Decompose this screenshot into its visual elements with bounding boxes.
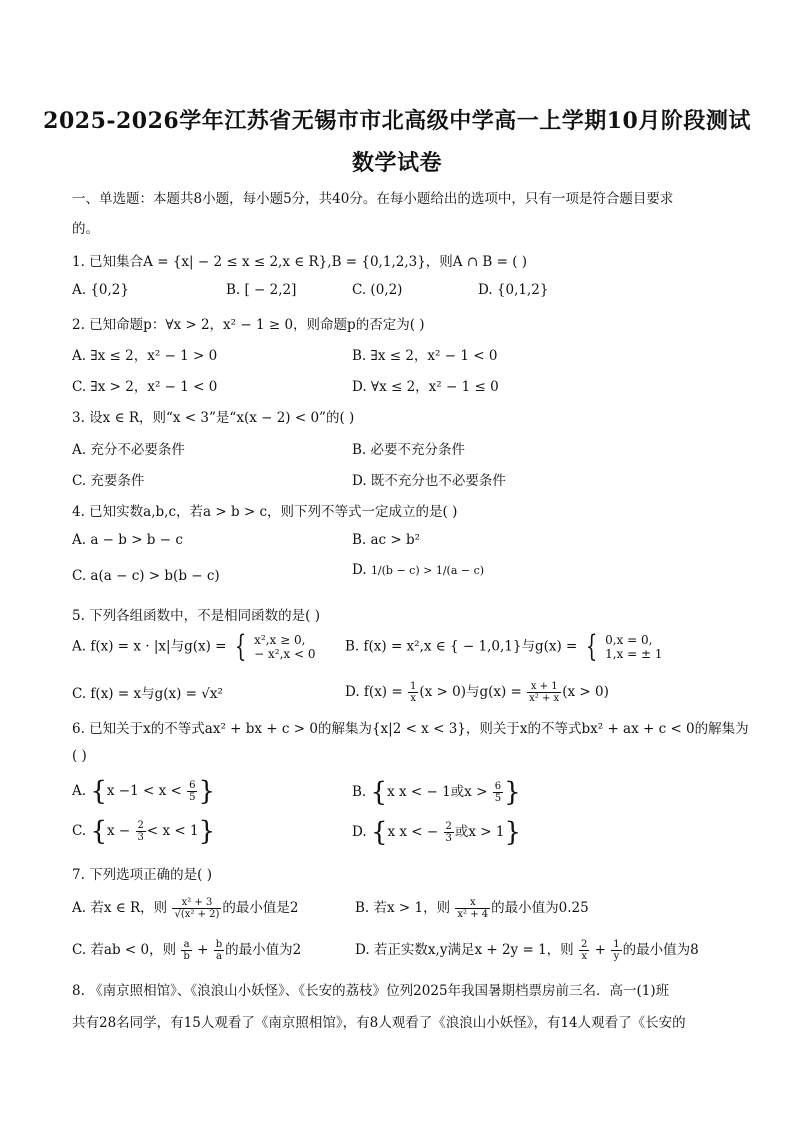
q4-option-c[interactable]: C. a(a − c) > b(b − c) bbox=[72, 568, 220, 584]
q7-option-c-text: C. 若ab < 0，则 bbox=[72, 942, 177, 958]
fraction: $\frac{x}{\text{x² + 4}}$ bbox=[457, 897, 489, 920]
q7-option-d-text: D. 若正实数x,y满足x + 2y = 1，则 bbox=[355, 942, 574, 958]
section-header: 一、单选题：本题共8小题，每小题5分，共40分。在每小题给出的选项中，只有一项是符合题目要求 bbox=[72, 191, 674, 207]
q6-option-d[interactable] bbox=[352, 817, 522, 848]
q6-option-c-tail: < x < 1 bbox=[146, 823, 199, 839]
left-brace-icon: { bbox=[90, 776, 107, 807]
left-brace-icon: { bbox=[585, 629, 597, 664]
q6-option-a-expr: x −1 < x < bbox=[106, 783, 182, 799]
fraction: $\frac{1}{x}$ bbox=[409, 681, 417, 704]
q6-option-d-label: D. bbox=[352, 824, 367, 840]
q5-case-2: − x²,x < 0 bbox=[254, 647, 316, 661]
q5-option-d-tail: (x > 0)与g(x) = bbox=[419, 684, 522, 700]
q5-option-b[interactable] bbox=[345, 629, 663, 664]
question-7-stem: 7. 下列选项正确的是( ) bbox=[72, 867, 212, 883]
fraction: $\frac{2}{x}$ bbox=[580, 939, 588, 962]
q6-option-b[interactable] bbox=[352, 777, 521, 808]
right-brace-icon: } bbox=[198, 816, 216, 847]
q5-option-a-cases bbox=[254, 633, 315, 661]
fraction: $\frac{x + 1}{\text{x² + x}}$ bbox=[529, 681, 560, 704]
question-8-stem-cont: 共有28名同学，有15人观看了《南京照相馆》，有8人观看了《浪浪山小妖怪》，有14人观看了《长安的 bbox=[72, 1015, 686, 1031]
q7-option-d[interactable]: D. 若正实数x,y满足x + 2y = 1，则 $\frac{2}{x}$ + $\frac{1}{y}$ 的最小值为8 bbox=[355, 939, 699, 962]
fraction: $\frac{6}{5}$ bbox=[189, 780, 196, 803]
q6-option-a-label: A. bbox=[72, 783, 87, 799]
q5-option-b-cases bbox=[605, 633, 662, 661]
q7-option-b-text: B. 若x > 1，则 bbox=[355, 900, 451, 916]
q5-option-d-text: D. f(x) = bbox=[345, 684, 403, 700]
q1-option-b[interactable]: B. [ − 2,2] bbox=[226, 282, 297, 298]
q3-option-b[interactable]: B. 必要不充分条件 bbox=[352, 442, 466, 458]
q6-option-d-tail: 或x > 1 bbox=[454, 824, 505, 840]
q6-option-a[interactable] bbox=[72, 776, 216, 807]
q6-option-c-expr: x − bbox=[106, 823, 131, 839]
question-6-stem: 6. 已知关于x的不等式ax² + bx + c > 0的解集为{x|2 < x < 3}，则关于x的不等式bx² + ax + c < 0的解集为 bbox=[72, 721, 749, 737]
fraction: $\frac{6}{5}$ bbox=[494, 781, 502, 804]
q2-option-d[interactable]: D. ∀x ≤ 2，x² − 1 ≤ 0 bbox=[352, 379, 499, 395]
q7-option-b[interactable] bbox=[355, 896, 589, 920]
q3-option-a[interactable]: A. 充分不必要条件 bbox=[72, 442, 185, 458]
q1-option-d[interactable]: D. {0,1,2} bbox=[478, 282, 549, 298]
q6-option-b-label: B. bbox=[352, 784, 367, 800]
question-1-stem: 1. 已知集合A = {x| − 2 ≤ x ≤ 2,x ∈ R},B = {0,1,2,3}，则A ∩ B = ( ) bbox=[72, 254, 528, 270]
q4-option-d-label: D. bbox=[352, 562, 367, 578]
q4-option-d[interactable] bbox=[352, 562, 484, 578]
right-brace-icon: } bbox=[198, 776, 216, 807]
question-5-stem: 5. 下列各组函数中，不是相同函数的是( ) bbox=[72, 608, 320, 624]
q3-option-d[interactable]: D. 既不充分也不必要条件 bbox=[352, 473, 506, 489]
fraction: $\frac{b}{a}$ bbox=[215, 939, 223, 962]
q3-option-c[interactable]: C. 充要条件 bbox=[72, 473, 145, 489]
q4-option-d-expression: 1/(b − c) > 1/(a − c) bbox=[370, 564, 485, 577]
q2-option-c[interactable]: C. ∃x > 2，x² − 1 < 0 bbox=[72, 379, 218, 395]
q7-option-b-tail: 的最小值为0.25 bbox=[491, 900, 589, 916]
exam-title-line1: 2025-2026学年江苏省无锡市市北高级中学高一上学期10月阶段测试 bbox=[43, 108, 751, 134]
q5-option-a[interactable] bbox=[72, 629, 316, 664]
q7-option-a-text: A. 若x ∈ R，则 bbox=[72, 900, 168, 916]
question-2-stem: 2. 已知命题p：∀x > 2，x² − 1 ≥ 0，则命题p的否定为( ) bbox=[72, 317, 425, 333]
q6-option-d-expr: x x < − bbox=[387, 824, 439, 840]
question-4-stem: 4. 已知实数a,b,c，若a > b > c，则下列不等式一定成立的是( ) bbox=[72, 504, 458, 520]
q5b-case-1: 0,x = 0, bbox=[605, 633, 653, 647]
question-3-stem: 3. 设x ∈ R，则“x < 3”是“x(x − 2) < 0”的( ) bbox=[72, 410, 355, 426]
exam-title-line2: 数学试卷 bbox=[351, 150, 442, 176]
section-header-cont: 的。 bbox=[72, 221, 99, 237]
fraction: $\frac{1}{y}$ bbox=[613, 939, 620, 962]
q7-option-c[interactable]: C. 若ab < 0，则 $\frac{a}{b}$ + $\frac{b}{a}$ 的最小值为2 bbox=[72, 939, 302, 962]
q6-option-c-label: C. bbox=[72, 823, 87, 839]
fraction: $\frac{2}{3}$ bbox=[445, 821, 452, 844]
q5-option-d-tail2: (x > 0) bbox=[562, 684, 609, 700]
q7-option-c-tail: 的最小值为2 bbox=[225, 942, 302, 958]
q5-option-a-text: A. f(x) = x · |x|与g(x) = bbox=[72, 638, 227, 655]
q5-option-b-text: B. f(x) = x²,x ∈ { − 1,0,1}与g(x) = bbox=[345, 638, 578, 655]
left-brace-icon: { bbox=[370, 777, 388, 808]
fraction: $\frac{\text{x² + 3}}{\text{√(x² + 2)}}$ bbox=[174, 897, 220, 920]
q5-option-c[interactable]: C. f(x) = x与g(x) = √x² bbox=[72, 686, 223, 702]
question-8-stem: 8. 《南京照相馆》、《浪浪山小妖怪》、《长安的荔枝》位列2025年我国暑期档票房前三名．高一(1)班 bbox=[72, 983, 670, 999]
left-brace-icon: { bbox=[234, 629, 247, 664]
q6-option-b-expr: x x < − 1或x > bbox=[387, 784, 488, 800]
left-brace-icon: { bbox=[90, 816, 107, 847]
q7-option-d-tail: 的最小值为8 bbox=[622, 942, 699, 958]
q5b-case-2: 1,x = ± 1 bbox=[605, 647, 663, 661]
q4-option-b[interactable]: B. ac > b² bbox=[352, 532, 421, 548]
q2-option-b[interactable]: B. ∃x ≤ 2，x² − 1 < 0 bbox=[352, 348, 498, 364]
fraction: $\frac{2}{3}$ bbox=[137, 820, 144, 843]
q2-option-a[interactable]: A. ∃x ≤ 2，x² − 1 > 0 bbox=[72, 348, 218, 364]
q1-option-a[interactable]: A. {0,2} bbox=[72, 282, 129, 298]
right-brace-icon: } bbox=[504, 777, 521, 808]
q5-option-d[interactable] bbox=[345, 680, 609, 704]
q4-option-a[interactable]: A. a − b > b − c bbox=[72, 532, 183, 548]
question-6-stem-cont: ( ) bbox=[72, 748, 87, 764]
q7-option-a[interactable] bbox=[72, 896, 299, 920]
left-brace-icon: { bbox=[370, 817, 388, 848]
right-brace-icon: } bbox=[504, 817, 522, 848]
q6-option-c[interactable] bbox=[72, 816, 216, 847]
q5-case-1: x²,x ≥ 0, bbox=[254, 633, 306, 647]
q1-option-c[interactable]: C. (0,2) bbox=[352, 282, 403, 298]
q7-option-a-tail: 的最小值是2 bbox=[222, 900, 299, 916]
fraction: $\frac{a}{b}$ bbox=[183, 939, 190, 962]
